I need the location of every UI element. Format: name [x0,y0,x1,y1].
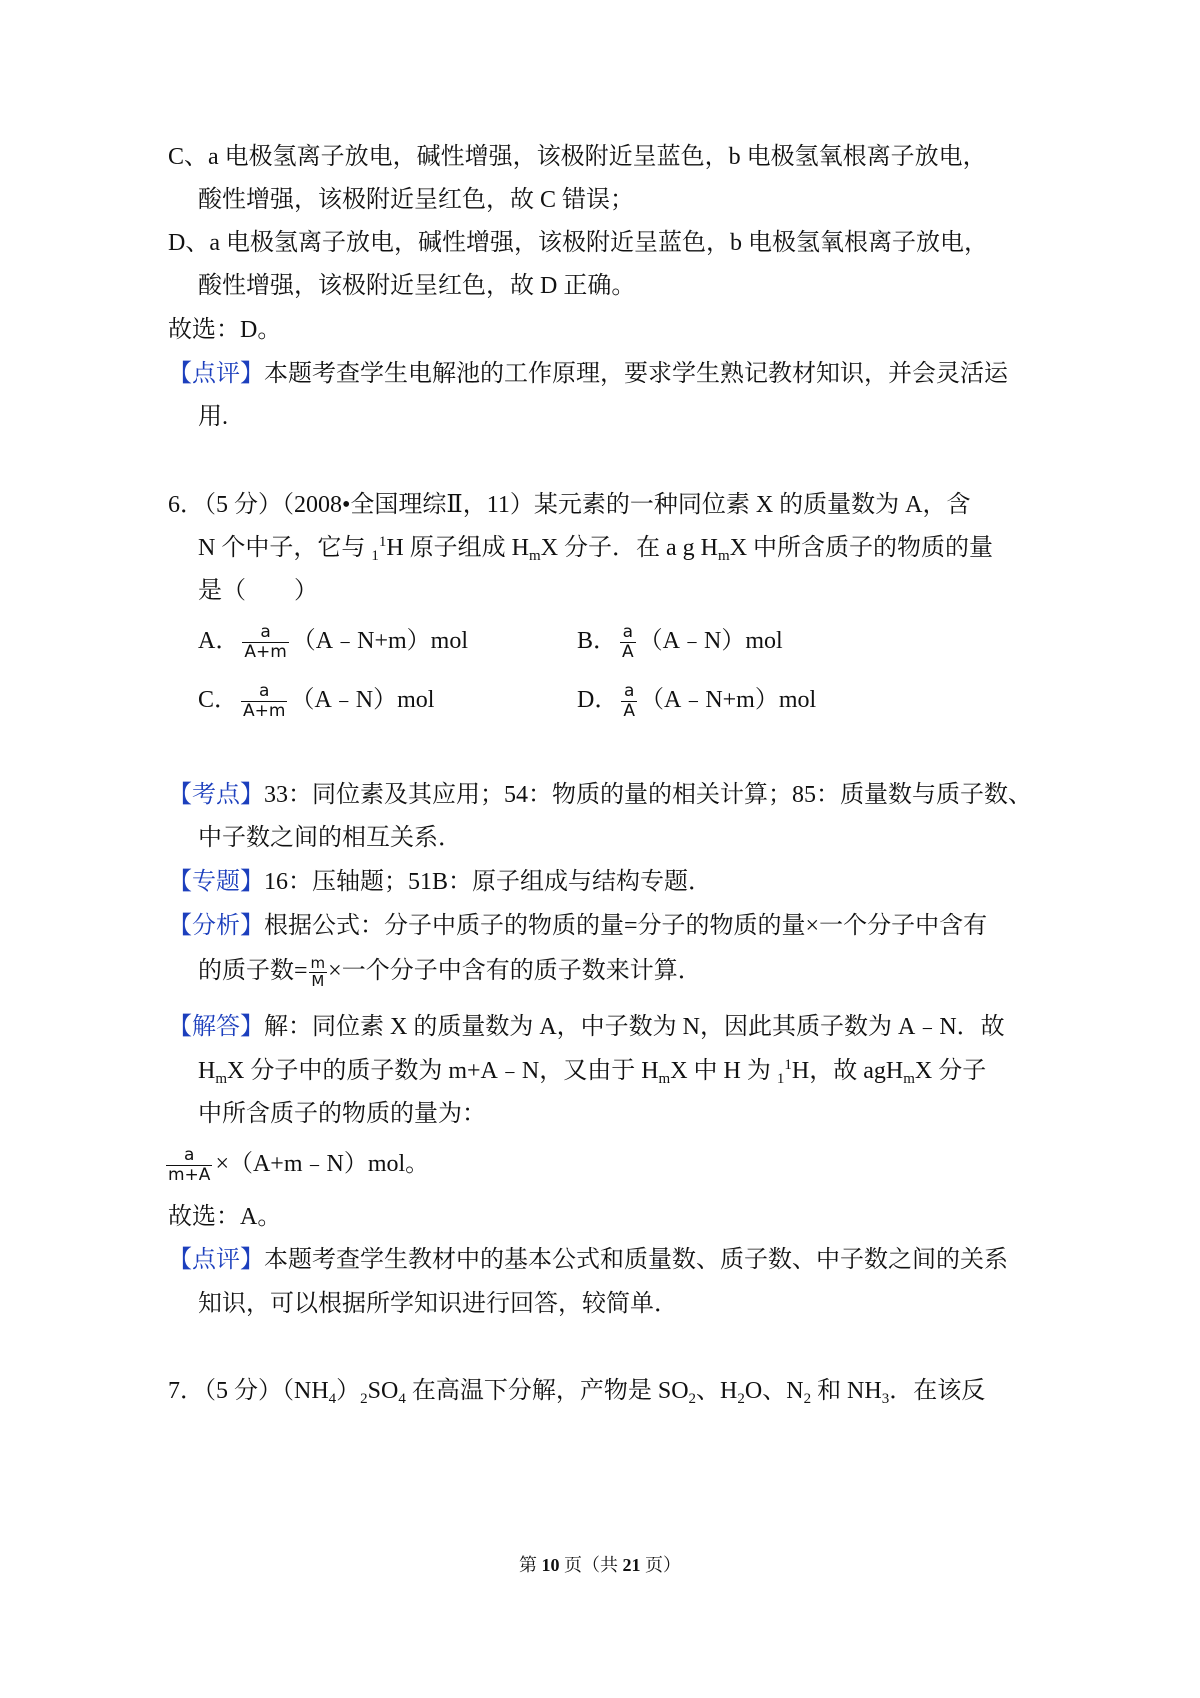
jieda-text: H [198,1058,216,1084]
option-text: （A﹣N）mol [638,628,783,655]
q6-stem-line1: 6．（5 分）（2008•全国理综Ⅱ，11）某元素的一种同位素 X 的质量数为 A，含 [168,492,971,518]
q6-kaodian-line2: 中子数之间的相互关系． [198,825,462,851]
q6-kaodian [168,779,1032,811]
q5-review [168,358,1008,390]
q6-option-a [198,623,468,662]
q7-text: 、H [696,1378,738,1404]
jieda-tag: 【解答】 [168,1014,264,1040]
q6-stem-text: X 分子．在 a g H [540,535,719,561]
fraction-numerator: a [242,623,288,643]
q7-text: 和 NH [811,1378,882,1404]
q6-iso-mass-number: 1 [378,534,387,550]
fraction [621,682,637,721]
q6-option-d [577,682,816,721]
jieda-text: X 中 H 为 [670,1058,777,1084]
zhuanti-tag: 【专题】 [168,869,264,895]
q6-iso-symbol: H [386,535,404,561]
option-label: D． [577,687,619,714]
fraction [166,1146,212,1185]
footer-text: 页） [640,1555,681,1575]
formula-text: ×（A+m﹣N）mol。 [215,1151,430,1178]
fraction [620,623,636,662]
q6-iso-atomic-number: 1 [371,548,379,564]
fraction-denominator: m+A [168,1165,211,1185]
subscript-m: m [215,1071,228,1087]
kaodian-text: 33：同位素及其应用；54：物质的量的相关计算；85：质量数与质子数、 [264,782,1032,808]
q7-text: 在高温下分解，产物是 SO [405,1378,689,1404]
q6-option-c [198,682,434,721]
fraction [242,623,288,662]
q7-text: O、N [744,1378,804,1404]
q7-text: SO [367,1378,399,1404]
subscript: 3 [881,1391,890,1407]
fraction-numerator: a [620,623,636,643]
q6-stem-text: X 中所含质子的物质的量 [729,535,994,561]
review-tag: 【点评】 [168,1247,264,1273]
fraction-denominator: M [311,972,325,990]
jieda-text: X 分子中的质子数为 m+A﹣N，又由于 H [227,1058,659,1084]
subscript-m: m [658,1071,671,1087]
q6-stem-text: 原子组成 H [403,535,530,561]
q5-review-line2: 用. [198,404,228,430]
review-text: 本题考查学生电解池的工作原理，要求学生熟记教材知识，并会灵活运 [264,361,1008,387]
footer-text: 页（共 [559,1555,623,1575]
footer-text: 第 [519,1555,542,1575]
q6-fenxi [168,910,987,942]
q5-answer: 故选：D。 [168,317,282,343]
jieda-text: H，故 agH [791,1058,904,1084]
q6-fenxi-line2 [198,955,702,990]
fraction-denominator: A [623,701,635,721]
q6-stem-text: N 个中子，它与 [198,535,372,561]
jieda-text: X 分子 [914,1058,987,1084]
fraction-denominator: A+m [244,642,287,662]
subscript: 2 [737,1391,745,1407]
option-label: C． [198,687,239,714]
jieda-text: 解：同位素 X 的质量数为 A，中子数为 N，因此其质子数为 A﹣N．故 [264,1014,1005,1040]
q6-jieda [168,1011,1005,1043]
q6-jieda-formula [166,1146,429,1185]
q6-stem-line3: 是（ ） [198,578,318,604]
total-page-number: 21 [622,1555,641,1575]
option-text: （A﹣N+m）mol [639,687,817,714]
fenxi-text: 的质子数= [198,958,308,985]
option-text: （A﹣N）mol [290,687,435,714]
q7-text: ．在该反 [889,1378,986,1404]
q6-zhuanti [168,866,712,898]
q6-subscript-m: m [718,548,730,564]
option-label: B． [577,628,618,655]
q5-option-c-line2: 酸性增强，该极附近呈红色，故 C 错误； [198,187,635,213]
page-footer [0,1553,1200,1577]
fenxi-text: 根据公式：分子中质子的物质的量=分子的物质的量×一个分子中含有 [264,913,988,939]
q5-option-d-line1: D、a 电极氢离子放电，碱性增强，该极附近呈蓝色，b 电极氢氧根离子放电， [168,230,988,256]
subscript: 2 [360,1391,368,1407]
current-page-number: 10 [541,1555,560,1575]
iso-atomic-number: 1 [776,1071,785,1087]
subscript: 4 [398,1391,406,1407]
q7-text: ） [336,1378,361,1404]
fraction-numerator: a [166,1146,212,1166]
fraction [309,955,328,990]
q5-option-d-line2: 酸性增强，该极附近呈红色，故 D 正确。 [198,273,636,299]
zhuanti-text: 16：压轴题；51B：原子组成与结构专题． [264,869,713,895]
fraction-numerator: a [241,682,287,702]
q7-text: 7．（5 分）（NH [168,1378,329,1404]
fenxi-tag: 【分析】 [168,913,264,939]
fraction-numerator: m [310,954,326,972]
fraction-numerator: a [621,682,637,702]
subscript: 4 [328,1391,337,1407]
option-label: A． [198,628,240,655]
q7-stem-line1 [168,1375,985,1407]
review-tag: 【点评】 [168,361,264,387]
subscript: 2 [803,1391,812,1407]
fraction-denominator: A+m [243,701,286,721]
q6-jieda-line2 [198,1055,986,1087]
subscript-m: m [903,1071,915,1087]
fraction-denominator: A [622,642,634,662]
q6-review-line2: 知识，可以根据所学知识进行回答，较简单． [198,1291,678,1317]
q5-option-c-line1: C、a 电极氢离子放电，碱性增强，该极附近呈蓝色，b 电极氢氧根离子放电， [168,144,987,170]
q6-option-b [577,623,783,662]
q6-answer: 故选：A。 [168,1204,282,1230]
iso-mass-number: 1 [784,1057,792,1073]
review-text: 本题考查学生教材中的基本公式和质量数、质子数、中子数之间的关系 [264,1247,1008,1273]
q6-jieda-line3: 中所含质子的物质的量为： [198,1101,486,1127]
q6-review [168,1244,1008,1276]
q6-stem-line2 [198,532,993,564]
fraction [241,682,287,721]
option-text: （A﹣N+m）mol [291,628,468,655]
q6-subscript-m: m [529,548,541,564]
kaodian-tag: 【考点】 [168,782,264,808]
subscript: 2 [688,1391,697,1407]
fenxi-text: ×一个分子中含有的质子数来计算． [328,958,702,985]
